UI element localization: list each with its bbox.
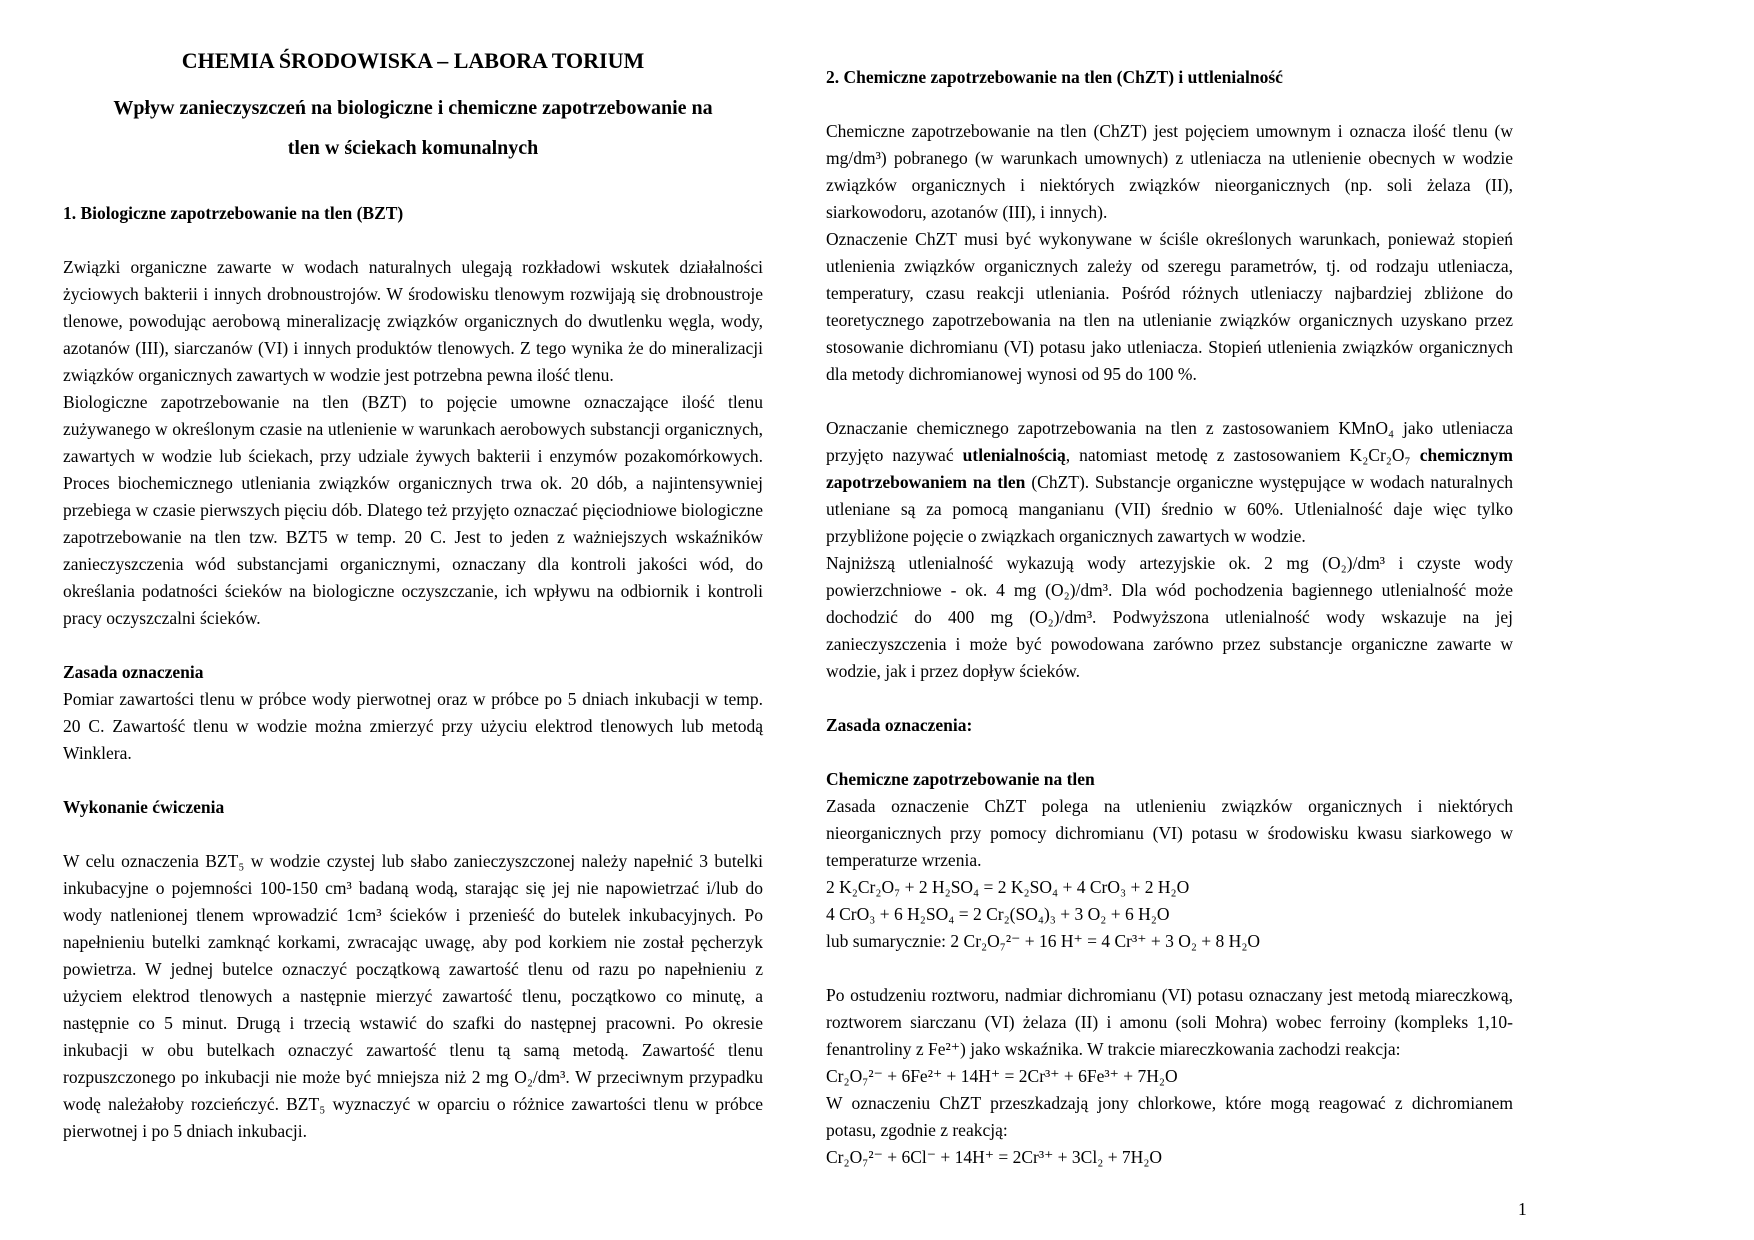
paragraph-bzt-definition: Biologiczne zapotrzebowanie na tlen (BZT) to pojęcie umowne oznaczające ilość tlenu zużywanego w określonym czasie na utlenienie w warunkach aerobowych substancji organicznych, zawartych w wodzie lub ściekach, przy udziale żywych bakterii i enzymów pozakomórkowych. Proces biochemicznego utleniania związków organicznych trwa ok. 20 dób, a najintensywniej przebiega w czasie pierwszych pięciu dób. Dlatego też przyjęto oznaczać pięciodniowe biologiczne zapotrzebowanie na tlen tzw. BZT5 w temp. 20 C. Jest to jeden z ważniejszych wskaźników zanieczyszczenia wód substancjami organicznymi, oznaczany dla kontroli jakości wód, do określania podatności ścieków na biologiczne oczyszczanie, ich wpływu na odbiornik i kontroli pracy oczyszczalni ścieków. — [63, 392, 763, 628]
paragraph-chzt-definition: Chemiczne zapotrzebowanie na tlen (ChZT) jest pojęciem umownym i oznacza ilość tlenu (w mg/dm³) pobranego (w warunkach umownych) z utleniacza na utlenienie obecnych w wodzie związków organicznych i niektórych związków nieorganicznych (np. soli żelaza (II), siarkowodoru, azotanów (III), i innych). — [826, 121, 1513, 222]
document-title: CHEMIA ŚRODOWISKA – LABORA TORIUM — [181, 48, 645, 73]
paragraph-kmno4-text-1: Oznaczanie chemicznego zapotrzebowania na tlen z zastosowaniem KMnO₄ jako utleniacza przyjęto nazywać — [826, 418, 1513, 465]
chemical-equation-2: 4 CrO₃ + 6 H₂SO₄ = 2 Cr₂(SO₄)₃ + 3 O₂ + 6 H₂O — [826, 904, 1170, 924]
document-subtitle-line-1: Wpływ zanieczyszczeń na biologiczne i chemiczne zapotrzebowanie na — [113, 97, 713, 119]
chemical-equation-4: Cr₂O₇²⁻ + 6Fe²⁺ + 14H⁺ = 2Cr³⁺ + 6Fe³⁺ + 7H₂O — [826, 1066, 1178, 1086]
procedure-heading: Wykonanie ćwiczenia — [63, 797, 225, 817]
paragraph-chloride-interference: W oznaczeniu ChZT przeszkadzają jony chlorkowe, które mogą reagować z dichromianem potasu, zgodnie z reakcją: — [826, 1093, 1513, 1140]
chemical-equation-1: 2 K₂Cr₂O₇ + 2 H₂SO₄ = 2 K₂SO₄ + 4 CrO₃ + 2 H₂O — [826, 877, 1190, 897]
right-column — [826, 64, 1513, 1171]
section-heading-chzt: 2. Chemiczne zapotrzebowanie na tlen (ChZT) i uttlenialność — [826, 67, 1283, 87]
paragraph-chzt-conditions: Oznaczenie ChZT musi być wykonywane w ściśle określonych warunkach, ponieważ stopień utlenienia związków organicznych zależy od szeregu parametrów, tj. od rodzaju utleniacza, temperatury, czasu reakcji utleniania. Pośród różnych utleniaczy najbardziej zbliżone do teoretycznego zapotrzebowania na tlen na utlenianie związków organicznych uzyskano przez stosowanie dichromianu (VI) potasu jako utleniacza. Stopień utlenienia związków organicznych dla metody dichromianowej wynosi od 95 do 100 %. — [826, 229, 1513, 384]
paragraph-kmno4-text-3: (ChZT). Substancje organiczne występujące w wodach naturalnych utleniane są za pomocą manganianu (VII) średnio w 60%. Utlenialność daje więc tylko przybliżone pojęcie o związkach organicznych zawartych w wodzie. — [826, 472, 1513, 546]
section-heading-bzt: 1. Biologiczne zapotrzebowanie na tlen (BZT) — [63, 203, 404, 223]
chemical-equation-3: lub sumarycznie: 2 Cr₂O₇²⁻ + 16 H⁺ = 4 Cr³⁺ + 3 O₂ + 8 H₂O — [826, 931, 1261, 951]
cod-heading: Chemiczne zapotrzebowanie na tlen — [826, 769, 1095, 789]
chzt-principle-heading: Zasada oznaczenia: — [826, 715, 973, 735]
paragraph-kmno4-bold-1: utlenialnością — [962, 445, 1066, 465]
paragraph-bzt-intro: Związki organiczne zawarte w wodach naturalnych ulegają rozkładowi wskutek działalności życiowych bakterii i innych drobnoustrojów. W środowisku tlenowym rozwijają się drobnoustroje tlenowe, powodując aerobową mineralizację związków organicznych do dwutlenku węgla, wody, azotanów (III), siarczanów (VI) i innych produktów tlenowych. Z tego wynika że do mineralizacji związków organicznych zawartych w wodzie jest potrzebna pewna ilość tlenu. — [63, 257, 763, 385]
paragraph-cod-principle: Zasada oznaczenie ChZT polega na utlenieniu związków organicznych i niektórych nieorganicznych przy pomocy dichromianu (VI) potasu w środowisku kwasu siarkowego w temperaturze wrzenia. — [826, 796, 1513, 870]
chemical-equation-5: Cr₂O₇²⁻ + 6Cl⁻ + 14H⁺ = 2Cr³⁺ + 3Cl₂ + 7H₂O — [826, 1147, 1163, 1167]
paragraph-bzt-principle: Pomiar zawartości tlenu w próbce wody pierwotnej oraz w próbce po 5 dniach inkubacji w temp. 20 C. Zawartość tlenu w wodzie można zmierzyć przy użyciu elektrod tlenowych lub metodą Winklera. — [63, 689, 763, 763]
left-column — [63, 46, 763, 1145]
paragraph-kmno4-bold-2: chemicznym zapotrzebowaniem na tlen — [826, 445, 1513, 492]
paragraph-kmno4-text-2: , natomiast metodę z zastosowaniem K₂Cr₂O₇ — [1065, 445, 1420, 465]
paragraph-oxidability-values: Najniższą utlenialność wykazują wody artezyjskie ok. 2 mg (O₂)/dm³ i czyste wody powierzchniowe - ok. 4 mg (O₂)/dm³. Dla wód pochodzenia bagiennego utlenialność może dochodzić do 400 mg (O₂)/dm³. Podwyższona utlenialność wody wskazuje na jej zanieczyszczenia i może być powodowana zarówno przez substancje organiczne zawarte w wodzie, jak i przez dopływ ścieków. — [826, 553, 1513, 681]
paragraph-titration: Po ostudzeniu roztworu, nadmiar dichromianu (VI) potasu oznaczany jest metodą miareczkową, roztworem siarczanu (VI) żelaza (II) i amonu (soli Mohra) wobec ferroiny (kompleks 1,10-fenantroliny z Fe²⁺) jako wskaźnika. W trakcie miareczkowania zachodzi reakcja: — [826, 985, 1513, 1059]
bzt-principle-heading: Zasada oznaczenia — [63, 662, 204, 682]
paragraph-kmno4 — [826, 415, 1513, 550]
document-subtitle-line-2: tlen w ściekach komunalnych — [287, 137, 539, 159]
page-number: 1 — [1518, 1199, 1527, 1219]
paragraph-procedure: W celu oznaczenia BZT₅ w wodzie czystej lub słabo zanieczyszczonej należy napełnić 3 butelki inkubacyjne o pojemności 100-150 cm³ badaną wodą, starając się jej nie napowietrzać i/lub do wody natlenionej tlenem wprowadzić 1cm³ ścieków i przenieść do butelek inkubacyjnych. Po napełnieniu butelki zamknąć korkami, zwracając uwagę, aby pod korkiem nie został pęcherzyk powietrza. W jednej butelce oznaczyć początkową zawartość tlenu od razu po napełnieniu z użyciem elektrod tlenowych a następnie mierzyć zawartość tlenu, początkowo co minutę, a następnie co 5 minut. Drugą i trzecią wstawić do szafki do następnej pracowni. Po okresie inkubacji w obu butelkach oznaczyć zawartość tlenu tą samą metodą. Zawartość tlenu rozpuszczonego po inkubacji nie może być mniejsza niż 2 mg O₂/dm³. W przeciwnym przypadku wodę należałoby rozcieńczyć. BZT₅ wyznaczyć w oparciu o różnice zawartości tlenu w próbce pierwotnej i po 5 dniach inkubacji. — [63, 851, 763, 1141]
